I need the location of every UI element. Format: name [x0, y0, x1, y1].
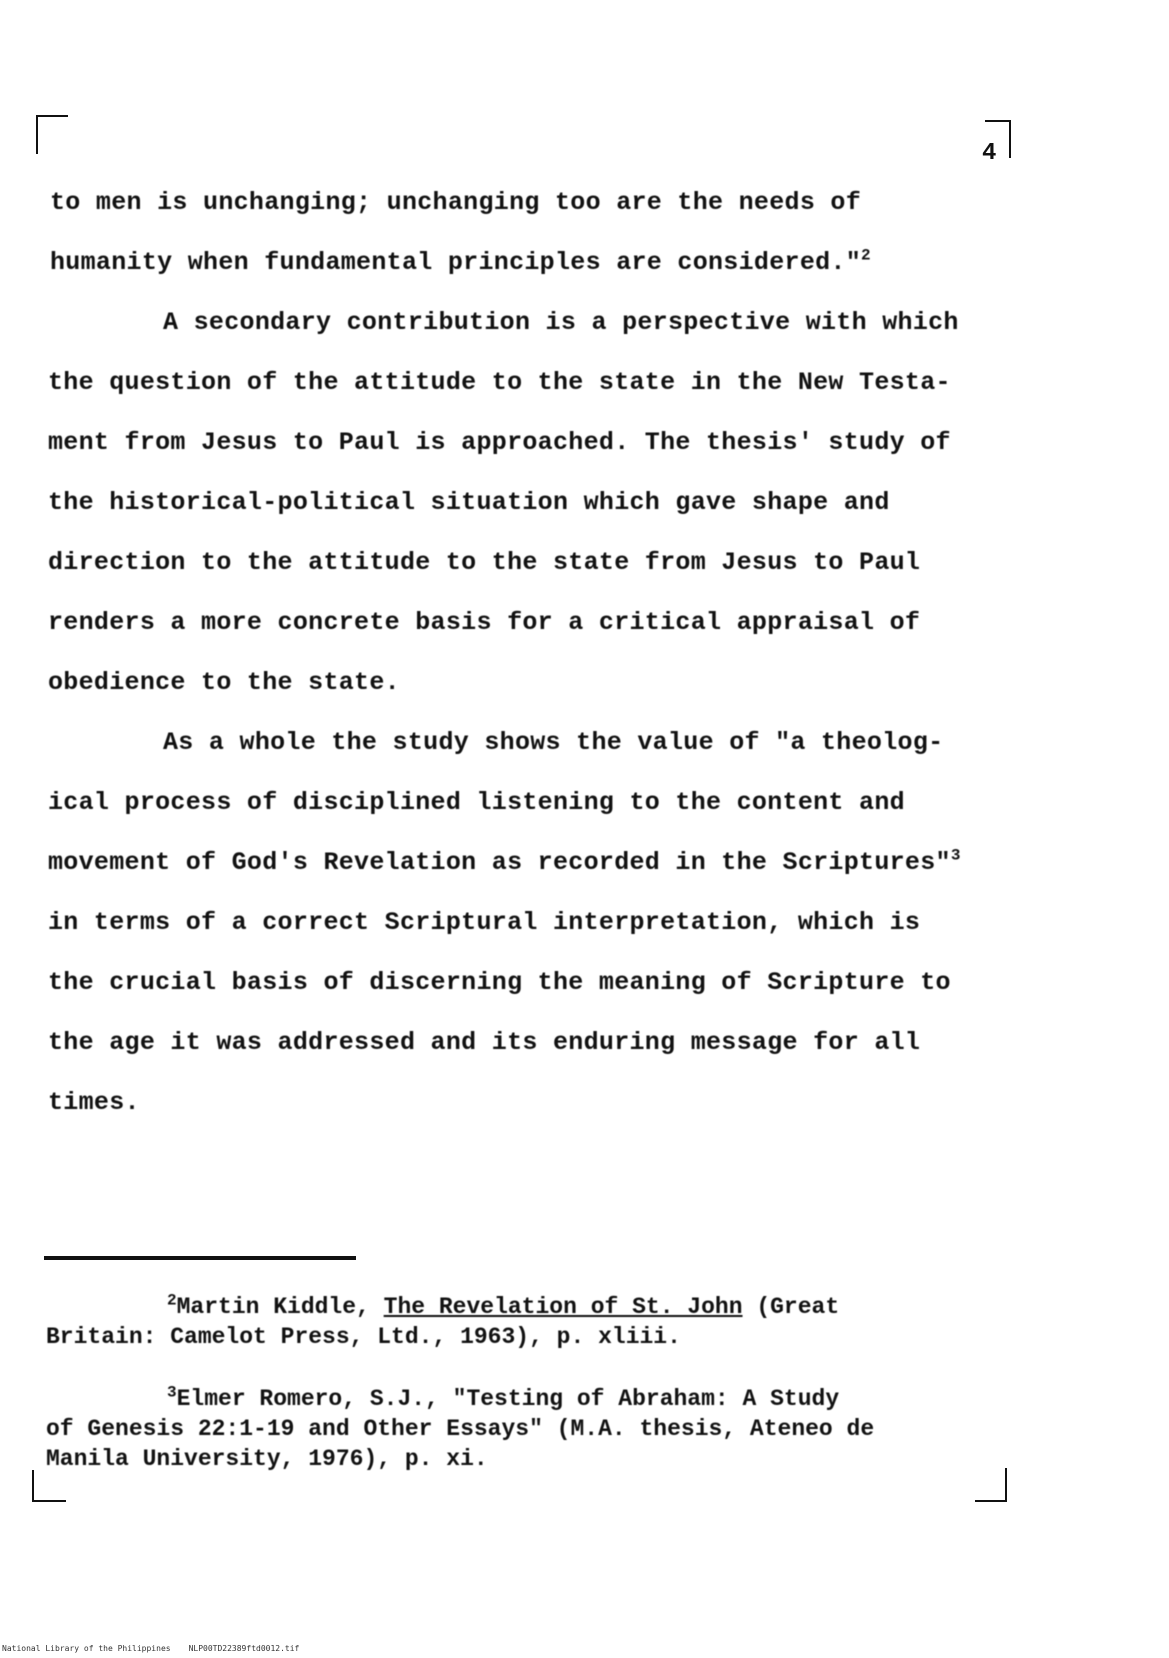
body-line: the age it was addressed and its enduring message for all — [48, 1028, 921, 1057]
page-number: 4 — [982, 140, 997, 167]
body-line: the crucial basis of discerning the meaning of Scripture to — [48, 968, 951, 997]
file-name: NLP00TD22389ftd0012.tif — [188, 1644, 300, 1653]
scan-footer — [2, 1644, 299, 1653]
body-line: humanity when fundamental principles are considered."$^2$ — [50, 246, 871, 277]
footnote-ref: 2 — [861, 246, 871, 265]
citation-title: The Revelation of St. John — [383, 1294, 743, 1320]
body-line: the question of the attitude to the state in the New Testa- — [48, 368, 951, 397]
body-line: ical process of disciplined listening to the content and — [48, 788, 905, 817]
footnote-2: $^2$Martin Kiddle, The Revelation of St. John (Great — [167, 1291, 840, 1320]
footnote-3-cont: Manila University, 1976), p. xi. — [46, 1446, 488, 1472]
body-line: ment from Jesus to Paul is approached. The thesis' study of — [48, 428, 951, 457]
crop-mark-bottom-left — [32, 1470, 66, 1502]
footnote-separator — [44, 1256, 356, 1260]
library-name: National Library of the Philippines — [2, 1644, 171, 1653]
body-line: As a whole the study shows the value of "a theolog- — [163, 728, 944, 757]
crop-mark-bottom-right — [975, 1468, 1007, 1502]
footnote-3: $^3$Elmer Romero, S.J., "Testing of Abraham: A Study — [167, 1383, 840, 1412]
crop-mark-top-left — [36, 115, 68, 154]
body-line: the historical-political situation which gave shape and — [48, 488, 890, 517]
body-line: times. — [48, 1088, 140, 1117]
body-line: direction to the attitude to the state from Jesus to Paul — [48, 548, 921, 577]
body-line: movement of God's Revelation as recorded in the Scriptures"$^3$ — [48, 846, 961, 877]
body-line: A secondary contribution is a perspective with which — [163, 308, 959, 337]
footnote-2-cont: Britain: Camelot Press, Ltd., 1963), p. xliii. — [46, 1324, 681, 1350]
body-line: in terms of a correct Scriptural interpretation, which is — [48, 908, 921, 937]
footnote-3-cont: of Genesis 22:1-19 and Other Essays" (M.A. thesis, Ateneo de — [46, 1416, 875, 1442]
footnote-ref: 3 — [950, 846, 961, 865]
body-line: to men is unchanging; unchanging too are the needs of — [50, 188, 862, 217]
body-line: obedience to the state. — [48, 668, 400, 697]
body-line: renders a more concrete basis for a critical appraisal of — [48, 608, 921, 637]
